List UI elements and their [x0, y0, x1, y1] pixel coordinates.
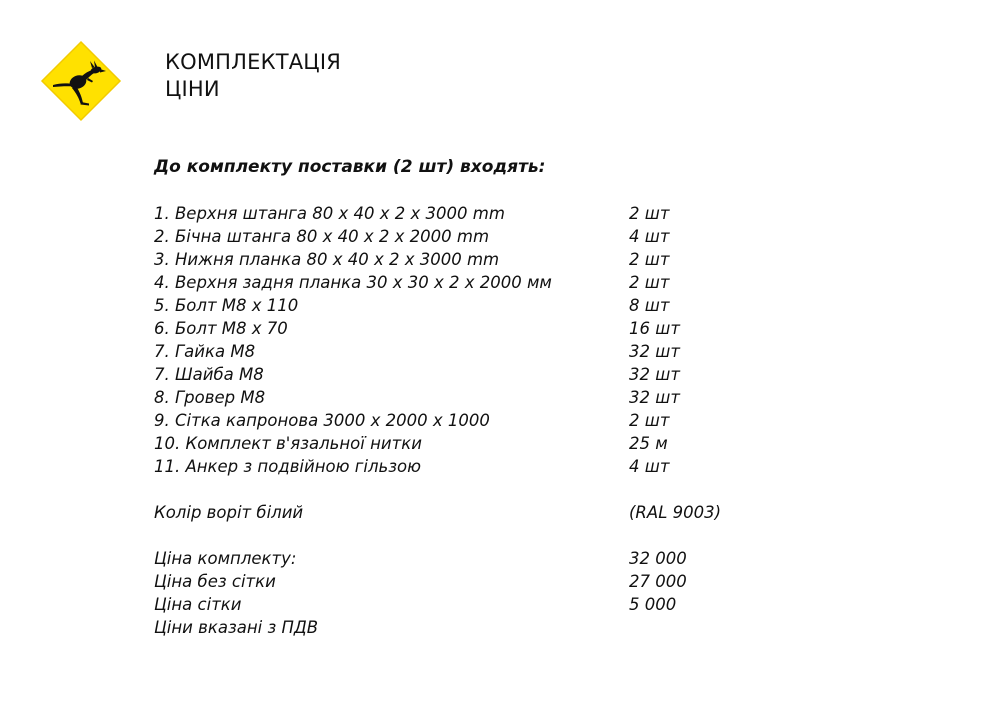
- vat-note-row: [154, 616, 774, 639]
- list-item: [154, 363, 774, 386]
- color-row: [154, 501, 774, 524]
- list-item: [154, 432, 774, 455]
- item-qty: 4 шт: [629, 227, 670, 246]
- list-item: [154, 409, 774, 432]
- item-qty: 2 шт: [629, 250, 670, 269]
- item-qty: 2 шт: [629, 204, 670, 223]
- spacer: [154, 524, 774, 547]
- list-item: [154, 340, 774, 363]
- price-value: 27 000: [629, 572, 687, 591]
- price-label: Ціна сітки: [154, 595, 242, 614]
- item-name: 11. Анкер з подвійною гільзою: [154, 457, 422, 476]
- items-list: [154, 202, 774, 639]
- item-qty: 8 шт: [629, 296, 670, 315]
- item-qty: 2 шт: [629, 273, 670, 292]
- item-name: 9. Сітка капронова 3000 х 2000 х 1000: [154, 411, 490, 430]
- list-item: [154, 386, 774, 409]
- price-value: 32 000: [629, 549, 687, 568]
- kangaroo-warning-sign-icon: [40, 40, 122, 122]
- item-name: 7. Гайка М8: [154, 342, 256, 361]
- item-name: 5. Болт М8 х 110: [154, 296, 299, 315]
- color-value: (RAL 9003): [629, 503, 722, 522]
- item-name: 8. Гровер М8: [154, 388, 266, 407]
- item-name: 3. Нижня планка 80 х 40 х 2 х 3000 mm: [154, 250, 500, 269]
- price-label: Ціна комплекту:: [154, 549, 297, 568]
- list-item: [154, 455, 774, 478]
- list-item: [154, 248, 774, 271]
- list-item: [154, 225, 774, 248]
- list-item: [154, 202, 774, 225]
- item-qty: 32 шт: [629, 365, 680, 384]
- price-value: 5 000: [629, 595, 677, 614]
- item-qty: 2 шт: [629, 411, 670, 430]
- vat-note: Ціни вказані з ПДВ: [154, 618, 319, 637]
- item-name: 4. Верхня задня планка 30 х 30 х 2 х 2000 мм: [154, 273, 552, 292]
- item-name: 7. Шайба М8: [154, 365, 264, 384]
- color-label: Колір воріт білий: [154, 503, 304, 522]
- price-row: [154, 547, 774, 570]
- list-item: [154, 317, 774, 340]
- item-name: 2. Бічна штанга 80 х 40 х 2 х 2000 mm: [154, 227, 490, 246]
- price-row: [154, 570, 774, 593]
- list-item: [154, 294, 774, 317]
- item-name: 10. Комплект в'язальної нитки: [154, 434, 422, 453]
- spacer: [154, 478, 774, 501]
- item-qty: 25 м: [629, 434, 668, 453]
- list-item: [154, 271, 774, 294]
- item-name: 6. Болт М8 х 70: [154, 319, 288, 338]
- price-label: Ціна без сітки: [154, 572, 276, 591]
- item-name: 1. Верхня штанга 80 х 40 х 2 х 3000 mm: [154, 204, 505, 223]
- title-line-2: ЦІНИ: [165, 77, 220, 101]
- title-line-1: КОМПЛЕКТАЦІЯ: [165, 50, 341, 74]
- intro-heading: До комплекту поставки (2 шт) входять:: [154, 157, 546, 177]
- item-qty: 16 шт: [629, 319, 680, 338]
- price-row: [154, 593, 774, 616]
- item-qty: 4 шт: [629, 457, 670, 476]
- item-qty: 32 шт: [629, 388, 680, 407]
- page-title: [165, 49, 341, 103]
- item-qty: 32 шт: [629, 342, 680, 361]
